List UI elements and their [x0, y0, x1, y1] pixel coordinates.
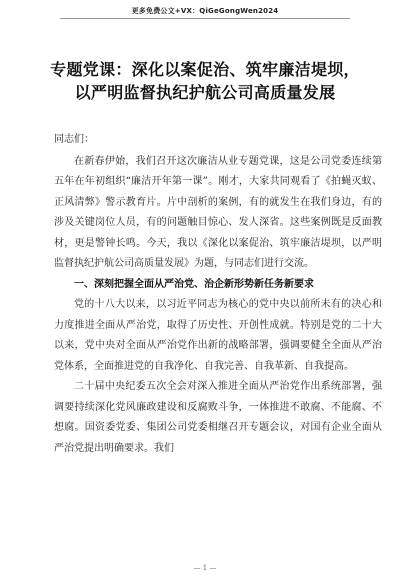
paragraph-1: 在新春伊始，我们召开这次廉洁从业专题党课，这是公司党委连续第五年在年初组织“廉洁开年第一课”。刚才，大家共同观看了《拍蝇灭蚁、正风清弊》警示教育片。片中剖析的案例，有的就发生在我们身边，有的涉及关键岗位人员，有的问题触目惊心、发人深省。这些案例既是反面教材，更是警钟长鸣。今天，我以《深化以案促治、筑牢廉洁堤坝，以严明监督执纪护航公司高质量发展》为题，与同志们进行交流。 — [54, 155, 382, 269]
document-body — [54, 130, 382, 459]
section-heading-1: 一、深刻把握全面从严治党、治企新形势新任务新要求 — [74, 278, 314, 290]
greeting: 同志们： — [54, 134, 94, 145]
document-title — [20, 58, 390, 104]
title-line-2: 以严明监督执纪护航公司高质量发展 — [74, 83, 336, 102]
title-line-1: 专题党课：深化以案促治、筑牢廉洁堤坝， — [50, 60, 360, 79]
paragraph-3: 二十届中央纪委五次全会对深入推进全面从严治党作出系统部署，强调要持续深化党风廉政建设和反腐败斗争，一体推进不敢腐、不能腐、不想腐。国资委党委、集团公司党委相继召开专题会议，对国有企业全面从严治党提出明确要求。我们 — [54, 381, 382, 454]
paragraph-2: 党的十八大以来，以习近平同志为核心的党中央以前所未有的决心和力度推进全面从严治党，取得了历史性、开创性成就。特别是党的二十大以来，党中央对全面从严治党作出新的战略部署，强调要健全全面从严治党体系，全面推进党的自我净化、自我完善、自我革新、自我提高。 — [54, 299, 382, 372]
header-rule — [60, 18, 350, 19]
header-watermark: 更多免费公文+VX：QiGeGongWen2024 — [131, 7, 279, 15]
page-number: — 1 — — [193, 564, 217, 572]
